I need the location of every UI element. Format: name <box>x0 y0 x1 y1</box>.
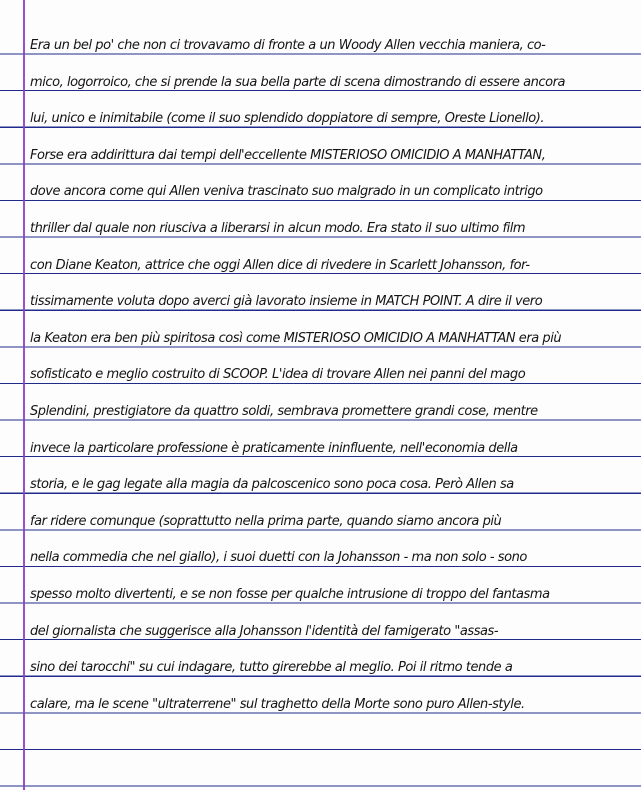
handwritten-text <box>30 34 638 729</box>
text-line: sino dei tarocchi" su cui indagare, tutto girerebbe al meglio. Poi il ritmo tende a <box>30 660 513 676</box>
text-line: far ridere comunque (soprattutto nella prima parte, quando siamo ancora più <box>30 513 502 529</box>
text-line: calare, ma le scene "ultraterrene" sul traghetto della Morte sono puro Allen-style. <box>30 696 525 712</box>
text-line: thriller dal quale non riusciva a liberarsi in alcun modo. Era stato il suo ultimo film <box>30 220 526 236</box>
text-line: sofisticato e meglio costruito di SCOOP. L'idea di trovare Allen nei panni del mago <box>30 367 526 383</box>
text-line: spesso molto divertenti, e se non fosse per qualche intrusione di troppo del fantasma <box>30 586 550 602</box>
text-line: nella commedia che nel giallo), i suoi duetti con la Johansson - ma non solo - sono <box>30 550 527 566</box>
text-line: Era un bel po' che non ci trovavamo di fronte a un Woody Allen vecchia maniera, co- <box>30 38 546 53</box>
text-line: storia, e le gag legate alla magia da palcoscenico sono poca cosa. Però Allen sa <box>30 477 514 493</box>
text-line: lui, unico e inimitabile (come il suo splendido doppiatore di sempre, Oreste Lionello). <box>30 111 545 127</box>
text-line: invece la particolare professione è praticamente ininfluente, nell'economia della <box>30 440 518 456</box>
text-line: Splendini, prestigiatore da quattro soldi, sembrava promettere grandi cose, mentre <box>30 403 538 419</box>
text-line: dove ancora come qui Allen veniva trascinato suo malgrado in un complicato intrigo <box>30 184 543 200</box>
text-line: mico, logorroico, che si prende la sua bella parte di scena dimostrando di essere ancora <box>30 74 565 90</box>
text-line: del giornalista che suggerisce alla Johansson l'identità del famigerato "assas- <box>30 623 499 639</box>
text-line: tissimamente voluta dopo averci già lavorato insieme in MATCH POINT. A dire il vero <box>30 294 543 310</box>
text-line: con Diane Keaton, attrice che oggi Allen dice di rivedere in Scarlett Johansson, for- <box>30 257 530 273</box>
margin-line <box>23 0 25 790</box>
text-line: Forse era addirittura dai tempi dell'eccellente MISTERIOSO OMICIDIO A MANHATTAN, <box>30 147 546 163</box>
text-line: la Keaton era ben più spiritosa così come MISTERIOSO OMICIDIO A MANHATTAN era più <box>30 330 562 346</box>
